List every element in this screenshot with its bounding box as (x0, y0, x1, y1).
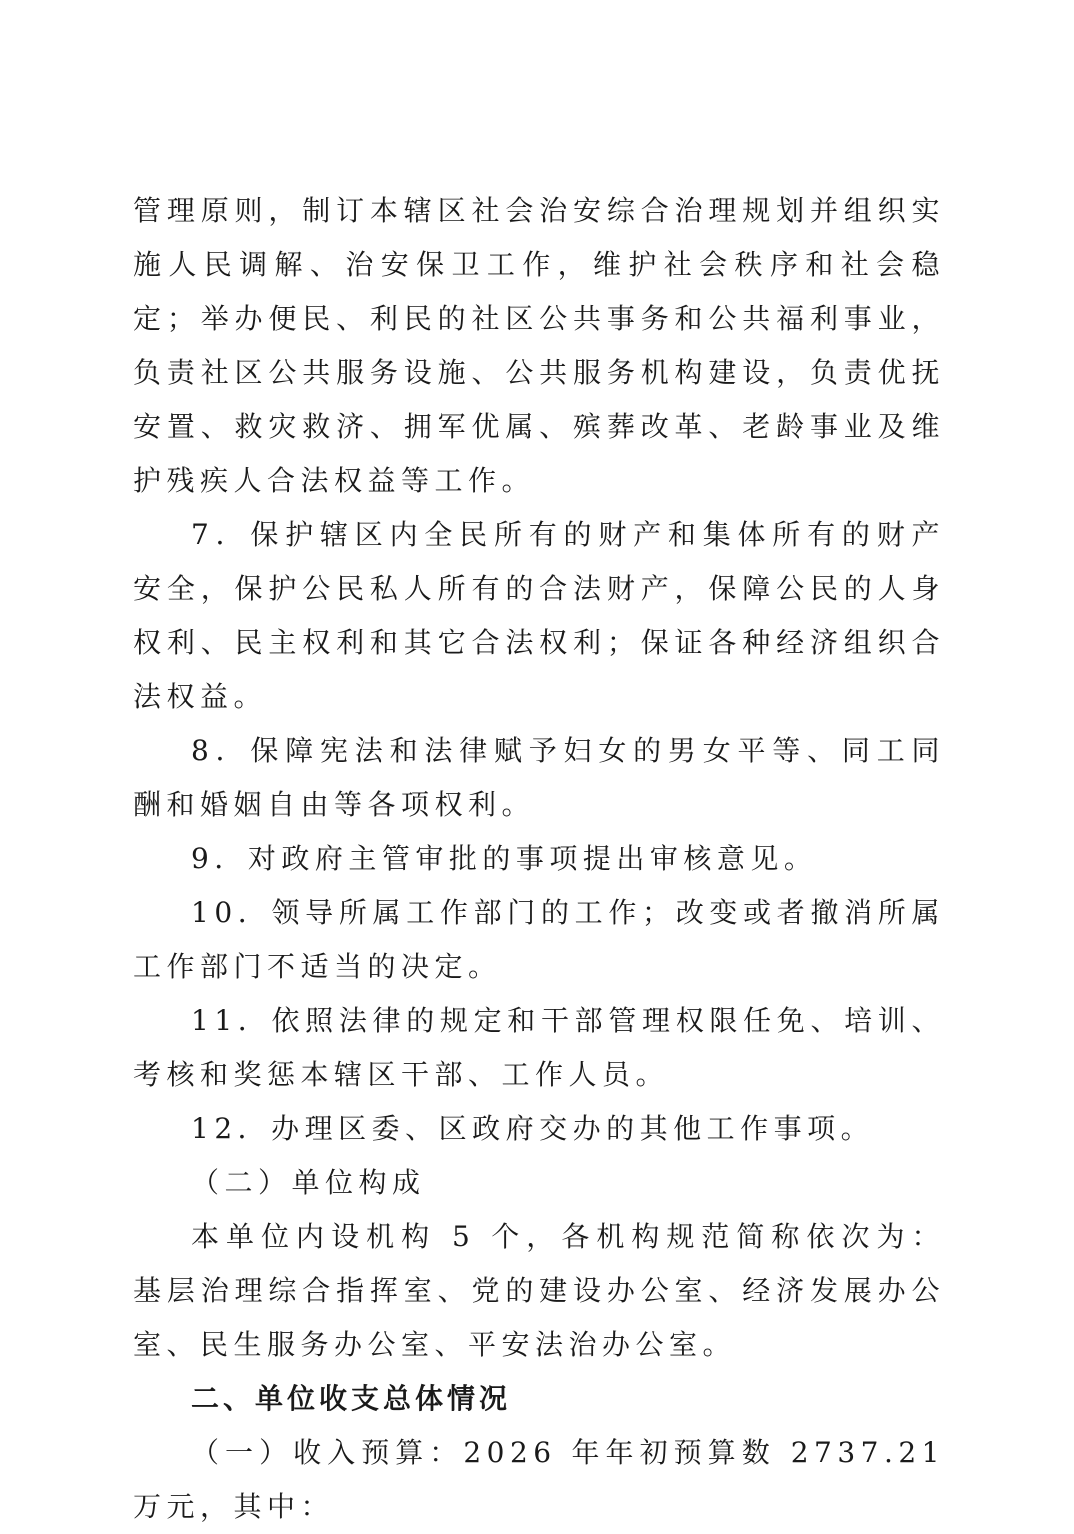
paragraph-duties-continued: 管理原则，制订本辖区社会治安综合治理规划并组织实施人民调解、治安保卫工作，维护社会秩序和社会稳定；举办便民、利民的社区公共事务和公共福利事业，负责社区公共服务设施、公共服务机构建设，负责优抚安置、救灾救济、拥军优属、殡葬改革、老龄事业及维护残疾人合法权益等工作。 (133, 194, 945, 497)
paragraph-item-11: 11．依照法律的规定和干部管理权限任免、培训、考核和奖惩本辖区干部、工作人员。 (133, 1004, 945, 1091)
paragraph-internal-institutions: 本单位内设机构 5 个，各机构规范简称依次为：基层治理综合指挥室、党的建设办公室、经济发展办公室、民生服务办公室、平安法治办公室。 (133, 1220, 945, 1361)
subheading-unit-composition: （二）单位构成 (191, 1166, 426, 1199)
document-body (133, 184, 945, 1534)
paragraph-item-7: 7．保护辖区内全民所有的财产和集体所有的财产安全，保护公民私人所有的合法财产，保障公民的人身权利、民主权利和其它合法权利；保证各种经济组织合法权益。 (133, 518, 945, 713)
heading-income-expenditure: 二、单位收支总体情况 (191, 1382, 512, 1415)
paragraph-item-12: 12．办理区委、区政府交办的其他工作事项。 (191, 1112, 875, 1145)
paragraph-item-9: 9．对政府主管审批的事项提出审核意见。 (191, 842, 818, 875)
paragraph-income-budget: （一）收入预算：2026 年年初预算数 2737.21 万元，其中： (133, 1436, 945, 1523)
paragraph-item-8: 8．保障宪法和法律赋予妇女的男女平等、同工同酬和婚姻自由等各项权利。 (133, 734, 945, 821)
paragraph-item-10: 10．领导所属工作部门的工作；改变或者撤消所属工作部门不适当的决定。 (133, 896, 945, 983)
